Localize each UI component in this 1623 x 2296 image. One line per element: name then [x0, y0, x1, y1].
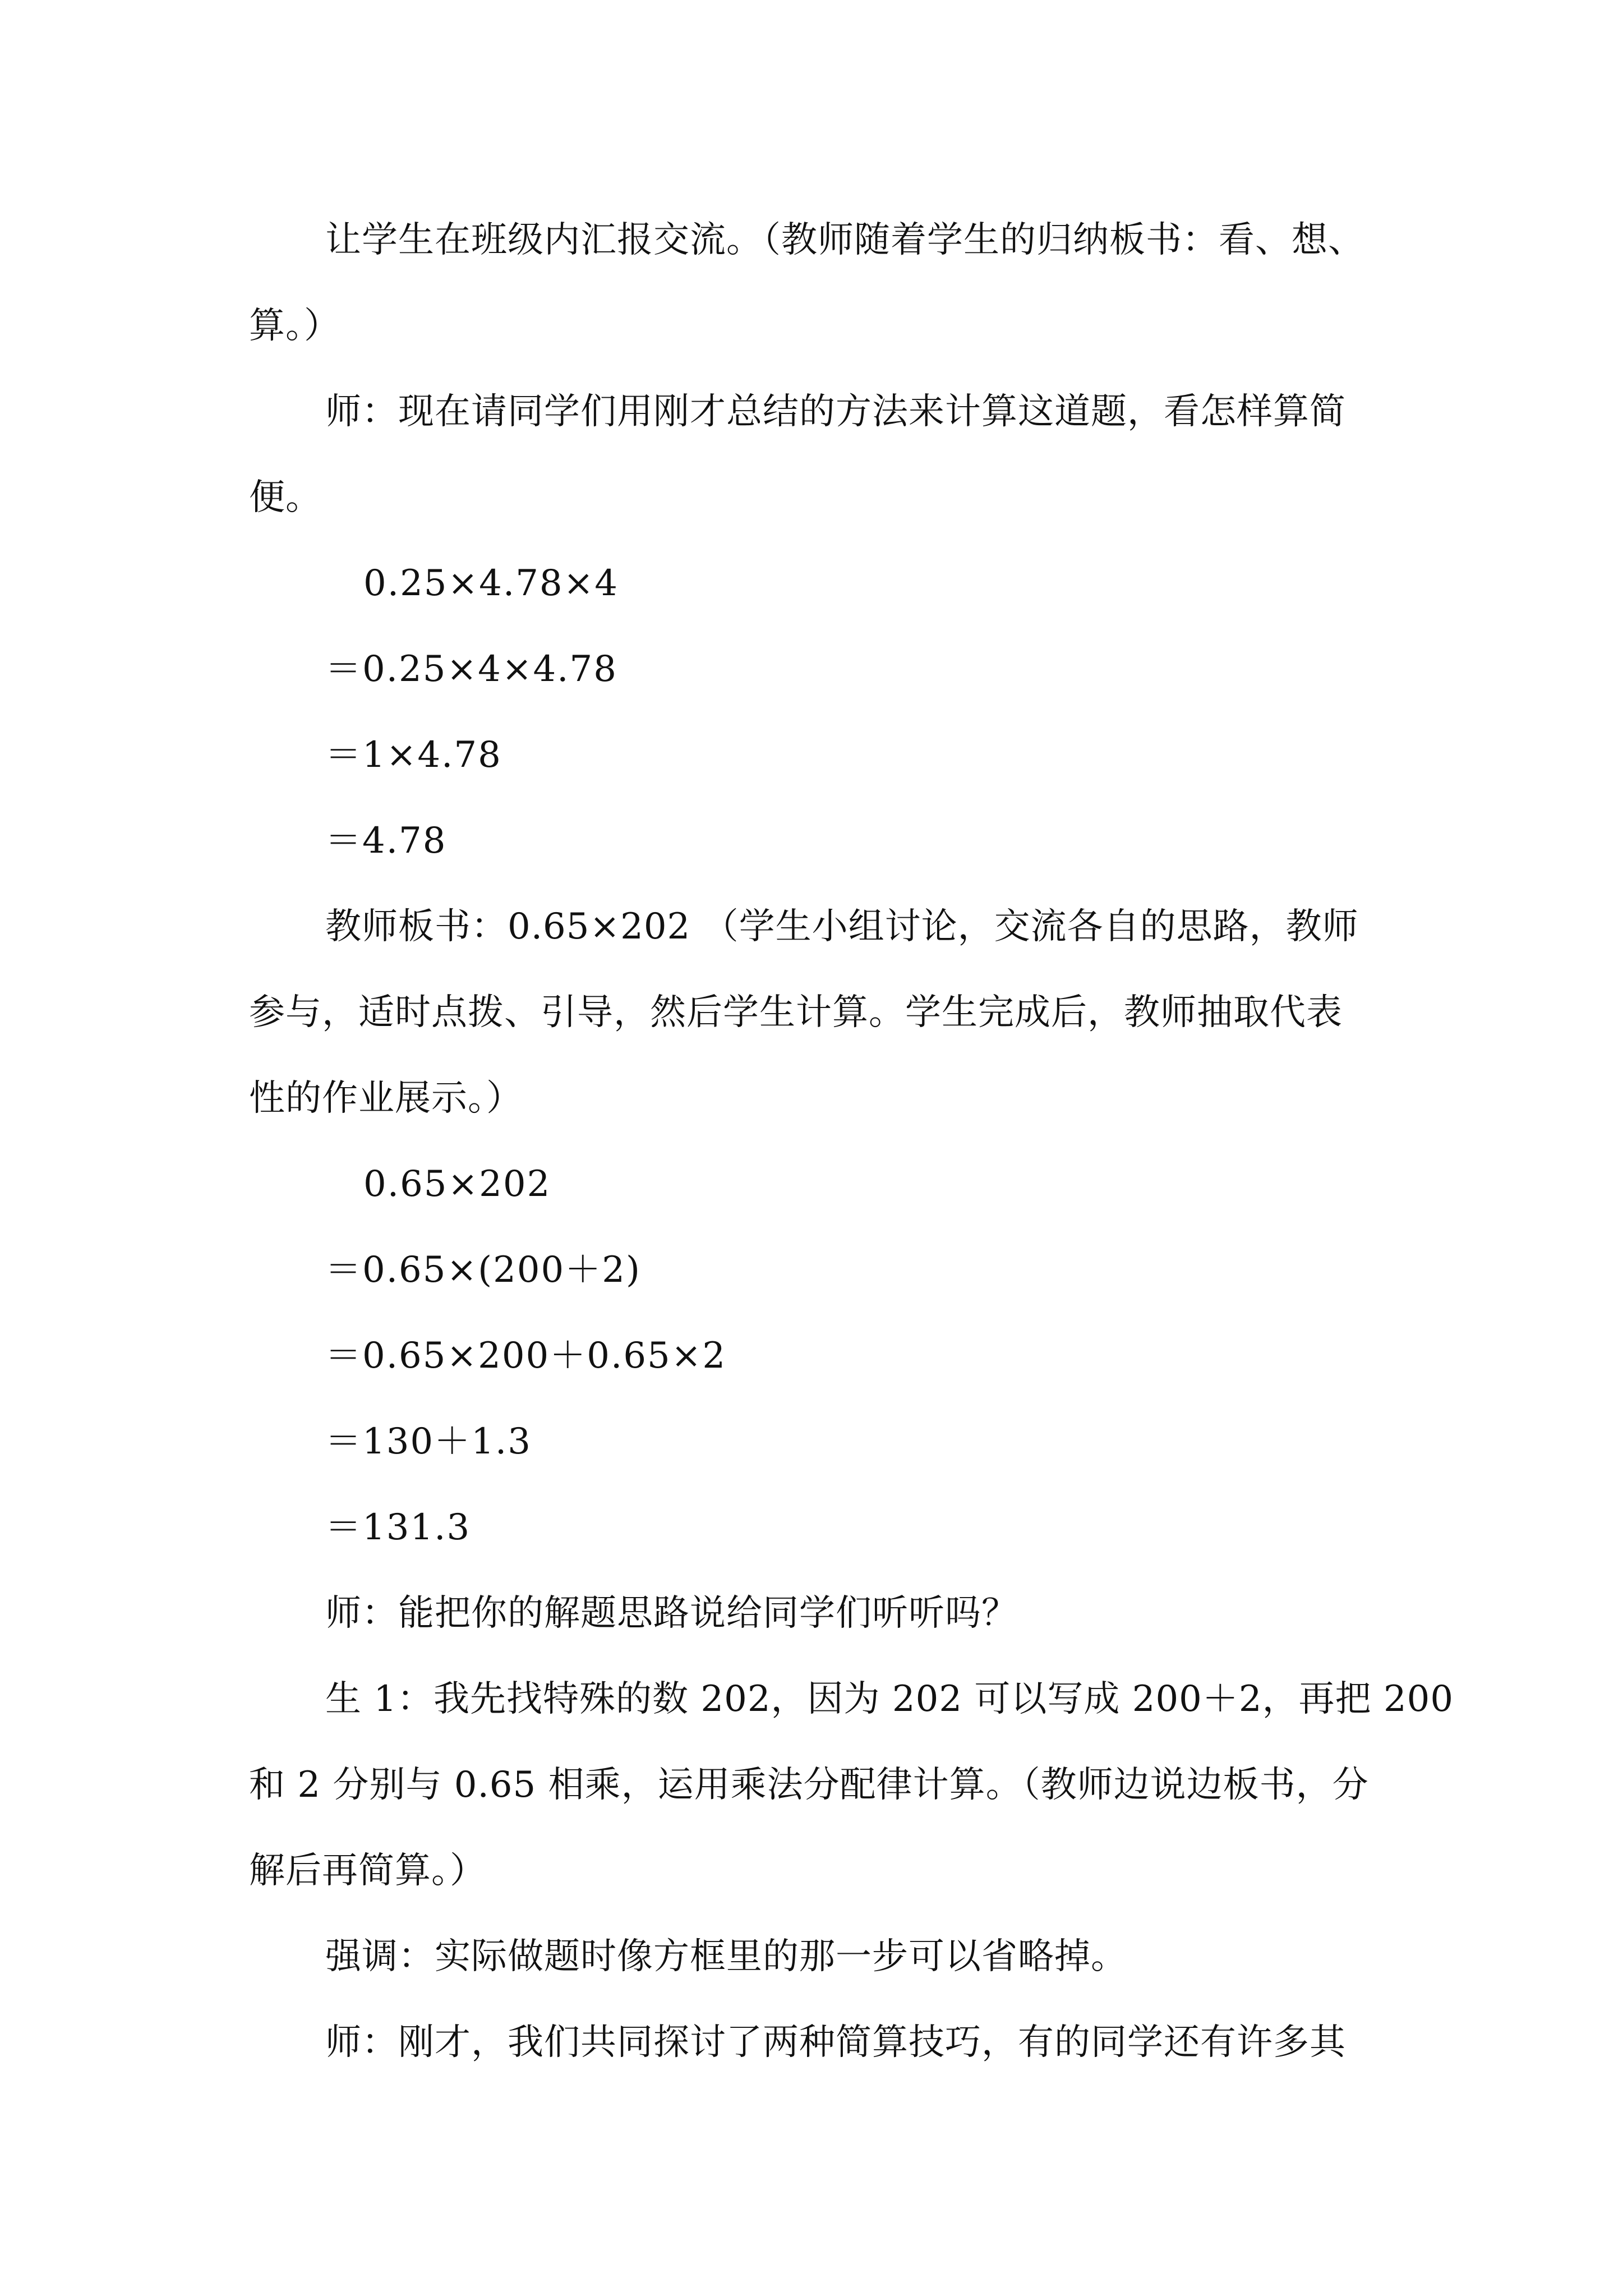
calc-1-step-4: ＝4.78	[325, 820, 447, 862]
paragraph-report-line-2: 算。）	[249, 305, 340, 347]
paragraph-question: 师：能把你的解题思路说给同学们听听吗？	[325, 1593, 1018, 1634]
paragraph-board-line-3: 性的作业展示。）	[249, 1078, 523, 1119]
calc-2-step-2: ＝0.65×(200＋2)	[325, 1249, 641, 1291]
calc-2-step-1: 0.65×202	[363, 1163, 551, 1205]
calc-1-step-2: ＝0.25×4×4.78	[325, 648, 617, 690]
paragraph-teacher-line-2: 便。	[249, 477, 322, 518]
calc-2-step-3: ＝0.65×200＋0.65×2	[325, 1335, 727, 1377]
paragraph-teacher-line-1: 师：现在请同学们用刚才总结的方法来计算这道题，看怎样算简	[325, 391, 1346, 432]
calc-2-step-5: ＝131.3	[325, 1507, 471, 1548]
paragraph-emphasis: 强调：实际做题时像方框里的那一步可以省略掉。	[325, 1936, 1127, 1977]
calc-2-step-4: ＝130＋1.3	[325, 1421, 532, 1462]
paragraph-student-line-1: 生 1：我先找特殊的数 202，因为 202 可以写成 200＋2，再把 200	[325, 1678, 1454, 1720]
paragraph-student-line-3: 解后再简算。）	[249, 1850, 486, 1892]
paragraph-closing-line-1: 师：刚才，我们共同探讨了两种简算技巧，有的同学还有许多其	[325, 2022, 1346, 2063]
paragraph-student-line-2: 和 2 分别与 0.65 相乘，运用乘法分配律计算。（教师边说边板书，分	[249, 1764, 1369, 1806]
paragraph-board-line-1: 教师板书：0.65×202 （学生小组讨论，交流各自的思路，教师	[325, 906, 1359, 947]
calc-1-step-3: ＝1×4.78	[325, 734, 502, 776]
calc-1-step-1: 0.25×4.78×4	[363, 563, 619, 604]
paragraph-report-line-1: 让学生在班级内汇报交流。（教师随着学生的归纳板书：看、想、	[325, 219, 1364, 261]
paragraph-board-line-2: 参与，适时点拨、引导，然后学生计算。学生完成后，教师抽取代表	[249, 992, 1343, 1033]
